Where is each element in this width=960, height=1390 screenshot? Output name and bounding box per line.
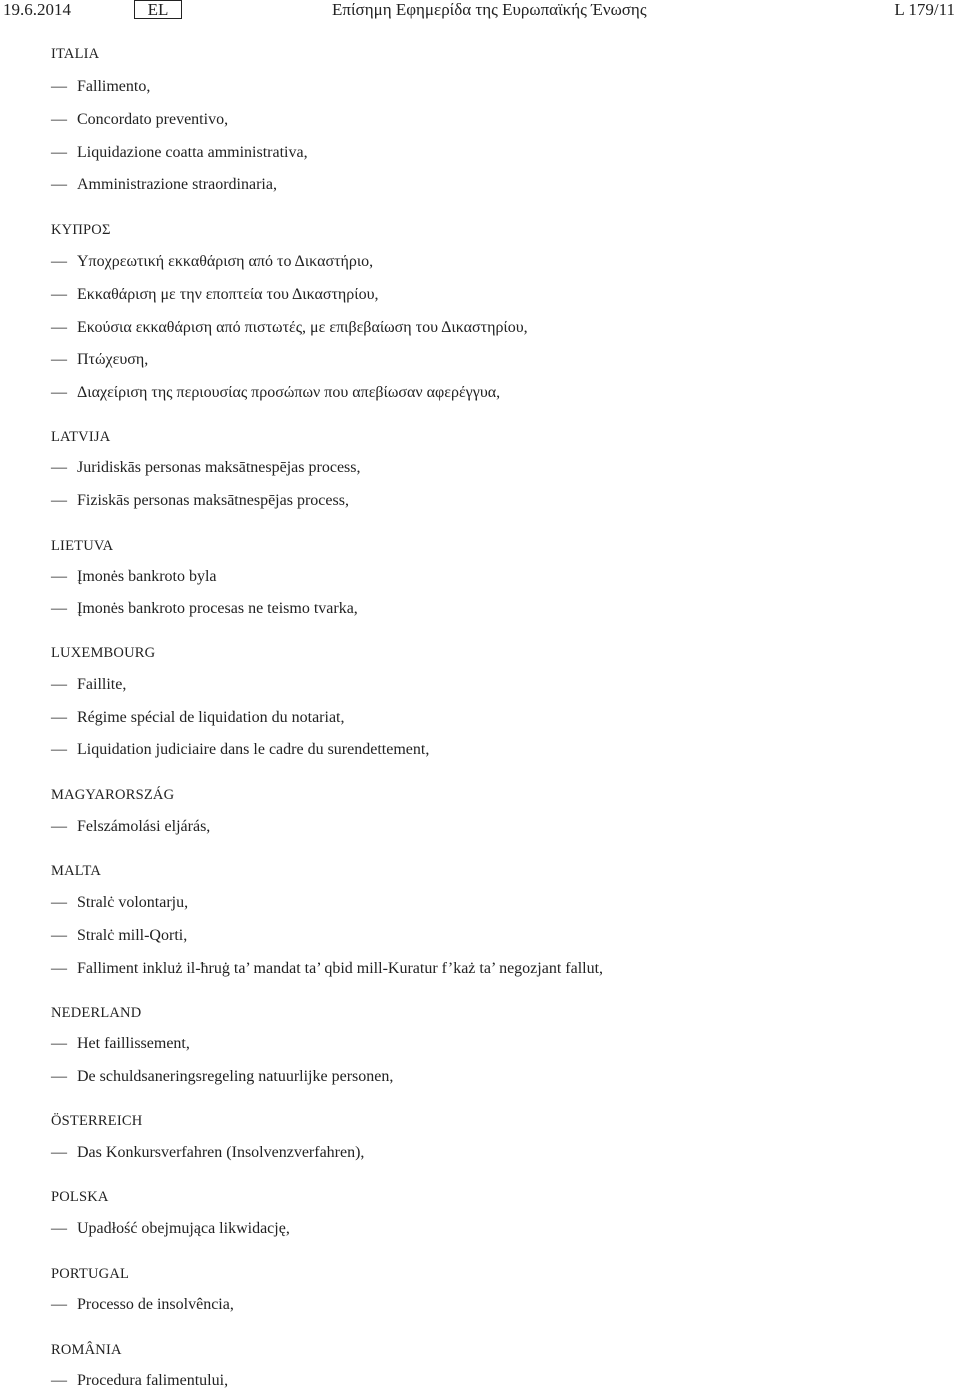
- country-heading: LATVIJA: [51, 429, 111, 445]
- procedure-name: Įmonės bankroto byla: [77, 568, 217, 585]
- procedure-list-item: [51, 144, 308, 162]
- procedure-list-item: [51, 709, 344, 727]
- procedure-name: Fiziskās personas maksātnespējas process,: [77, 492, 349, 509]
- procedure-name: Stralċ volontarju,: [77, 894, 189, 911]
- procedure-name: Upadłość obejmująca likwidację,: [77, 1220, 290, 1237]
- em-dash-marker: —: [51, 144, 67, 161]
- em-dash-marker: —: [51, 1372, 67, 1389]
- em-dash-marker: —: [51, 927, 67, 944]
- procedure-list-item: [51, 1220, 290, 1238]
- procedure-list-item: [51, 319, 528, 337]
- em-dash-marker: —: [51, 568, 67, 585]
- country-heading: MALTA: [51, 863, 102, 879]
- procedure-list-item: [51, 459, 361, 477]
- em-dash-marker: —: [51, 818, 67, 835]
- procedure-list-item: [51, 927, 187, 945]
- procedure-list-item: [51, 960, 603, 978]
- country-heading: LUXEMBOURG: [51, 645, 156, 661]
- procedure-list-item: [51, 78, 150, 96]
- em-dash-marker: —: [51, 111, 67, 128]
- procedure-name: Falliment inkluż il-ħruġ ta’ mandat ta’ qbid mill-Kuratur f’każ ta’ negozjant fallut,: [77, 960, 604, 977]
- procedure-name: De schuldsaneringsregeling natuurlijke personen,: [77, 1068, 394, 1085]
- em-dash-marker: —: [51, 319, 67, 336]
- procedure-list-item: [51, 1372, 228, 1390]
- procedure-name: Fallimento,: [77, 78, 151, 95]
- em-dash-marker: —: [51, 676, 67, 693]
- procedure-name: Liquidazione coatta amministrativa,: [77, 144, 308, 161]
- procedure-name: Amministrazione straordinaria,: [77, 176, 277, 193]
- procedure-name: Felszámolási eljárás,: [77, 818, 211, 835]
- procedure-name: Het faillissement,: [77, 1035, 190, 1052]
- country-heading: PORTUGAL: [51, 1266, 130, 1282]
- procedure-name: Faillite,: [77, 676, 127, 693]
- procedure-list-item: [51, 1035, 190, 1053]
- country-heading: ÖSTERREICH: [51, 1113, 143, 1129]
- country-heading: MAGYARORSZÁG: [51, 787, 175, 803]
- procedure-name: Das Konkursverfahren (Insolvenzverfahren),: [77, 1144, 365, 1161]
- em-dash-marker: —: [51, 384, 67, 401]
- procedure-name: Εκκαθάριση με την εποπτεία του Δικαστηρίου,: [77, 286, 379, 303]
- procedure-list-item: [51, 600, 358, 618]
- em-dash-marker: —: [51, 1144, 67, 1161]
- page-header: [0, 0, 960, 22]
- procedure-name: Processo de insolvência,: [77, 1296, 234, 1313]
- procedure-name: Procedura falimentului,: [77, 1372, 229, 1389]
- em-dash-marker: —: [51, 1068, 67, 1085]
- country-heading: ROMÂNIA: [51, 1342, 122, 1358]
- procedure-list-item: [51, 111, 228, 129]
- procedure-list-item: [51, 1296, 234, 1314]
- em-dash-marker: —: [51, 960, 67, 977]
- em-dash-marker: —: [51, 492, 67, 509]
- procedure-list-item: [51, 286, 379, 304]
- page-number: L 179/11: [894, 0, 955, 19]
- em-dash-marker: —: [51, 351, 67, 368]
- procedure-name: Juridiskās personas maksātnespējas process,: [77, 459, 361, 476]
- procedure-list-item: [51, 741, 429, 759]
- procedure-name: Įmonės bankroto procesas ne teismo tvarka,: [77, 600, 358, 617]
- procedure-name: Stralċ mill-Qorti,: [77, 927, 188, 944]
- em-dash-marker: —: [51, 1220, 67, 1237]
- em-dash-marker: —: [51, 286, 67, 303]
- procedure-list-item: [51, 492, 349, 510]
- country-heading: POLSKA: [51, 1189, 109, 1205]
- em-dash-marker: —: [51, 600, 67, 617]
- procedure-list-item: [51, 1144, 364, 1162]
- procedure-list-item: [51, 253, 373, 271]
- procedure-name: Régime spécial de liquidation du notariat,: [77, 709, 345, 726]
- em-dash-marker: —: [51, 894, 67, 911]
- em-dash-marker: —: [51, 741, 67, 758]
- em-dash-marker: —: [51, 1035, 67, 1052]
- country-heading: LIETUVA: [51, 538, 114, 554]
- em-dash-marker: —: [51, 253, 67, 270]
- em-dash-marker: —: [51, 459, 67, 476]
- language-badge: EL: [134, 0, 182, 19]
- procedure-list-item: [51, 1068, 393, 1086]
- em-dash-marker: —: [51, 78, 67, 95]
- procedure-name: Πτώχευση,: [77, 351, 149, 368]
- procedure-list-item: [51, 176, 277, 194]
- em-dash-marker: —: [51, 709, 67, 726]
- procedure-name: Υποχρεωτική εκκαθάριση από το Δικαστήριο,: [77, 253, 374, 270]
- procedure-list-item: [51, 568, 217, 586]
- procedure-name: Εκούσια εκκαθάριση από πιστωτές, με επιβεβαίωση του Δικαστηρίου,: [77, 319, 528, 336]
- procedure-list-item: [51, 676, 126, 694]
- procedure-list-item: [51, 384, 500, 402]
- procedure-list-item: [51, 894, 188, 912]
- procedure-list-item: [51, 818, 210, 836]
- country-heading: ITALIA: [51, 46, 100, 62]
- country-heading: ΚΥΠΡΟΣ: [51, 222, 111, 238]
- em-dash-marker: —: [51, 1296, 67, 1313]
- em-dash-marker: —: [51, 176, 67, 193]
- journal-title: Επίσημη Εφημερίδα της Ευρωπαϊκής Ένωσης: [332, 0, 647, 19]
- procedure-list-item: [51, 351, 148, 369]
- procedure-name: Concordato preventivo,: [77, 111, 229, 128]
- procedure-name: Liquidation judiciaire dans le cadre du surendettement,: [77, 741, 430, 758]
- procedure-name: Διαχείριση της περιουσίας προσώπων που απεβίωσαν αφερέγγυα,: [77, 384, 501, 401]
- publication-date: 19.6.2014: [3, 0, 71, 19]
- country-heading: NEDERLAND: [51, 1005, 142, 1021]
